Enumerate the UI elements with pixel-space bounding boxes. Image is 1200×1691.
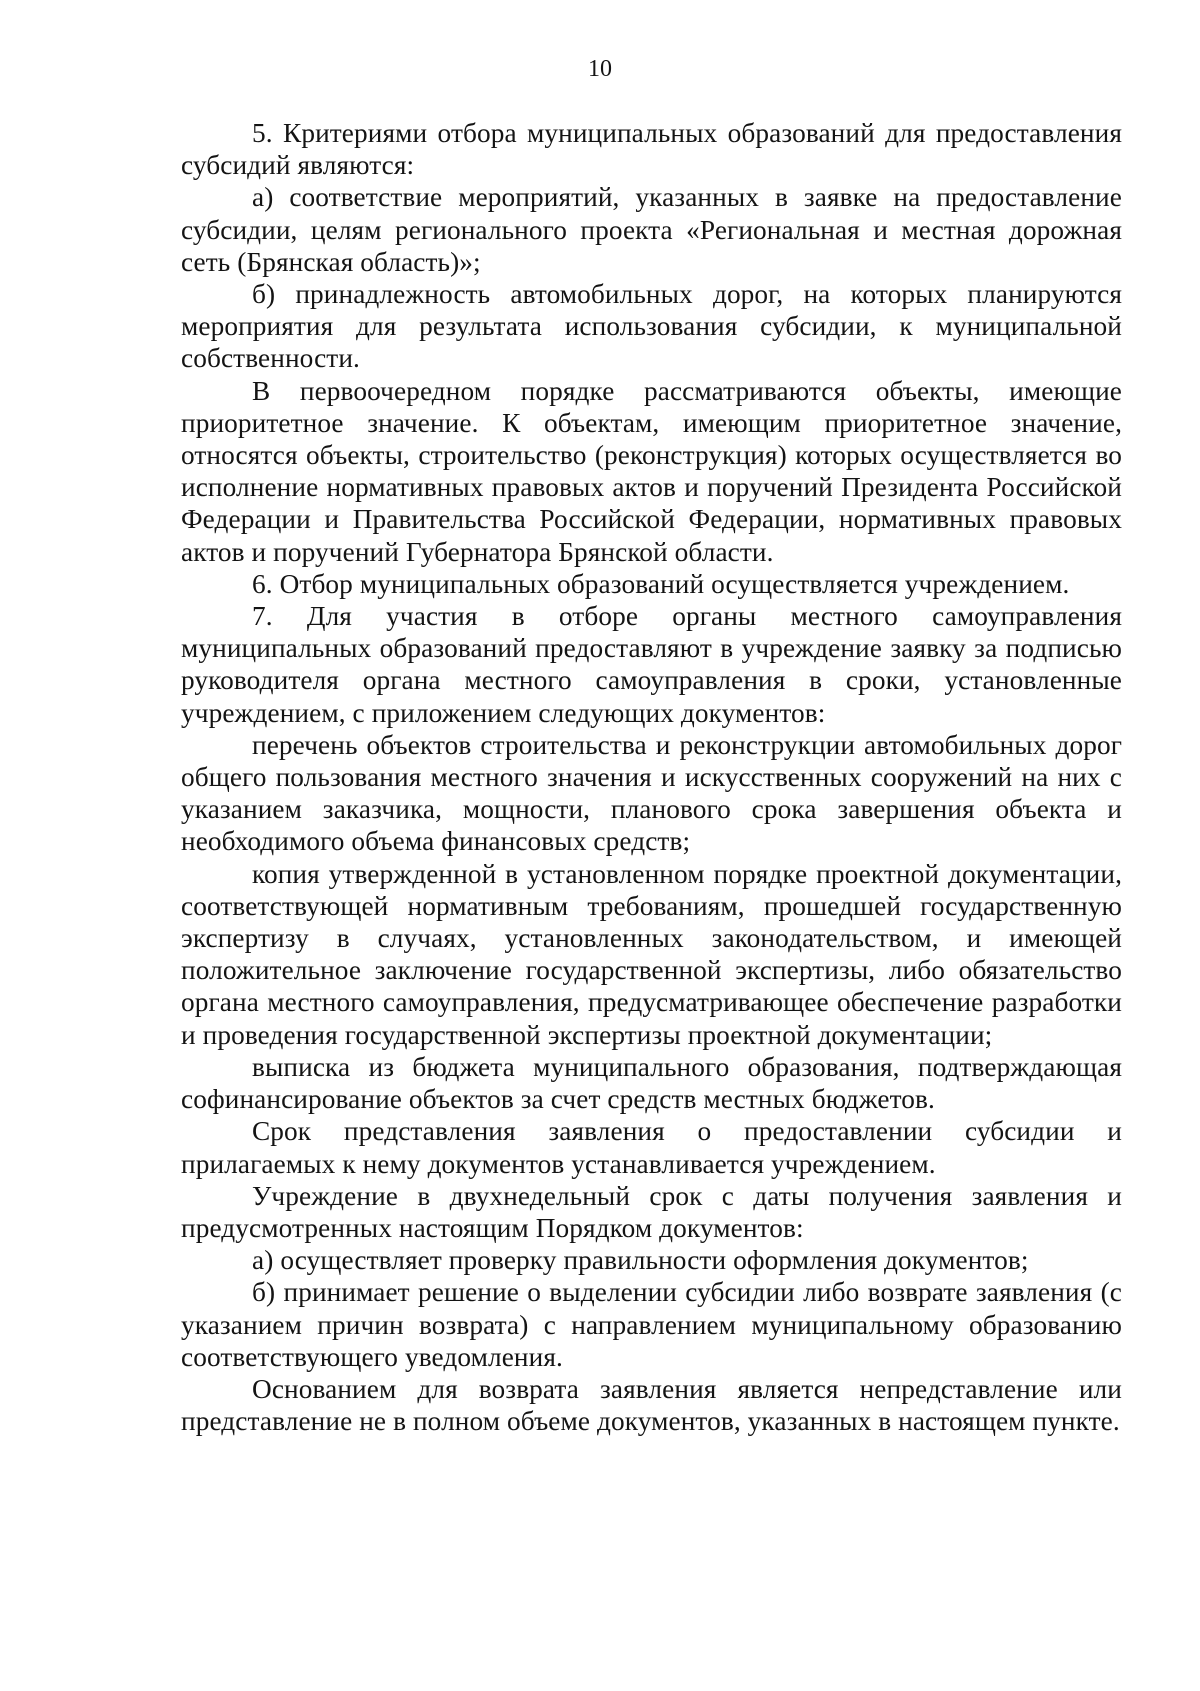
paragraph: а) соответствие мероприятий, указанных в заявке на предоставление субсидии, целям регионального проекта «Региональная и местная дорожная сеть (Брянская область)»; — [181, 182, 1122, 277]
paragraph: Учреждение в двухнедельный срок с даты получения заявления и предусмотренных настоящим Порядком документов: — [181, 1180, 1122, 1243]
paragraph: 7. Для участия в отборе органы местного самоуправления муниципальных образований предоставляют в учреждение заявку за подписью руководителя органа местного самоуправления в сроки, установленные учреждением, с приложением следующих документов: — [181, 601, 1122, 728]
paragraph: б) принимает решение о выделении субсидии либо возврате заявления (с указанием причин возврата) с направлением муниципальному образованию соответствующего уведомления. — [181, 1277, 1122, 1372]
page-number: 10 — [588, 56, 612, 82]
paragraph: В первоочередном порядке рассматриваются объекты, имеющие приоритетное значение. К объектам, имеющим приоритетное значение, относятся объекты, строительство (реконструкция) которых осуществляется во исполнение нормативных правовых актов и поручений Президента Российской Федерации и Правительства Российской Федерации, нормативных правовых актов и поручений Губернатора Брянской области. — [181, 375, 1122, 567]
paragraph: Срок представления заявления о предоставлении субсидии и прилагаемых к нему документов устанавливается учреждением. — [181, 1116, 1122, 1179]
document-body — [181, 117, 1122, 1437]
paragraph: б) принадлежность автомобильных дорог, на которых планируются мероприятия для результата использования субсидии, к муниципальной собственности. — [181, 279, 1122, 374]
paragraph: копия утвержденной в установленном порядке проектной документации, соответствующей нормативным требованиям, прошедшей государственную экспертизу в случаях, установленных законодательством, и имеющей положительное заключение государственной экспертизы, либо обязательство органа местного самоуправления, предусматривающее обеспечение разработки и проведения государственной экспертизы проектной документации; — [181, 858, 1122, 1050]
paragraph: Основанием для возврата заявления является непредставление или представление не в полном объеме документов, указанных в настоящем пункте. — [181, 1373, 1122, 1437]
paragraph: выписка из бюджета муниципального образования, подтверждающая софинансирование объектов за счет средств местных бюджетов. — [181, 1051, 1122, 1115]
paragraph: 5. Критериями отбора муниципальных образований для предоставления субсидий являются: — [181, 118, 1122, 181]
paragraph: а) осуществляет проверку правильности оформления документов; — [252, 1245, 1029, 1276]
paragraph: перечень объектов строительства и реконструкции автомобильных дорог общего пользования местного значения и искусственных сооружений на них с указанием заказчика, мощности, планового срока завершения объекта и необходимого объема финансовых средств; — [181, 729, 1122, 857]
paragraph: 6. Отбор муниципальных образований осуществляется учреждением. — [252, 568, 1070, 599]
